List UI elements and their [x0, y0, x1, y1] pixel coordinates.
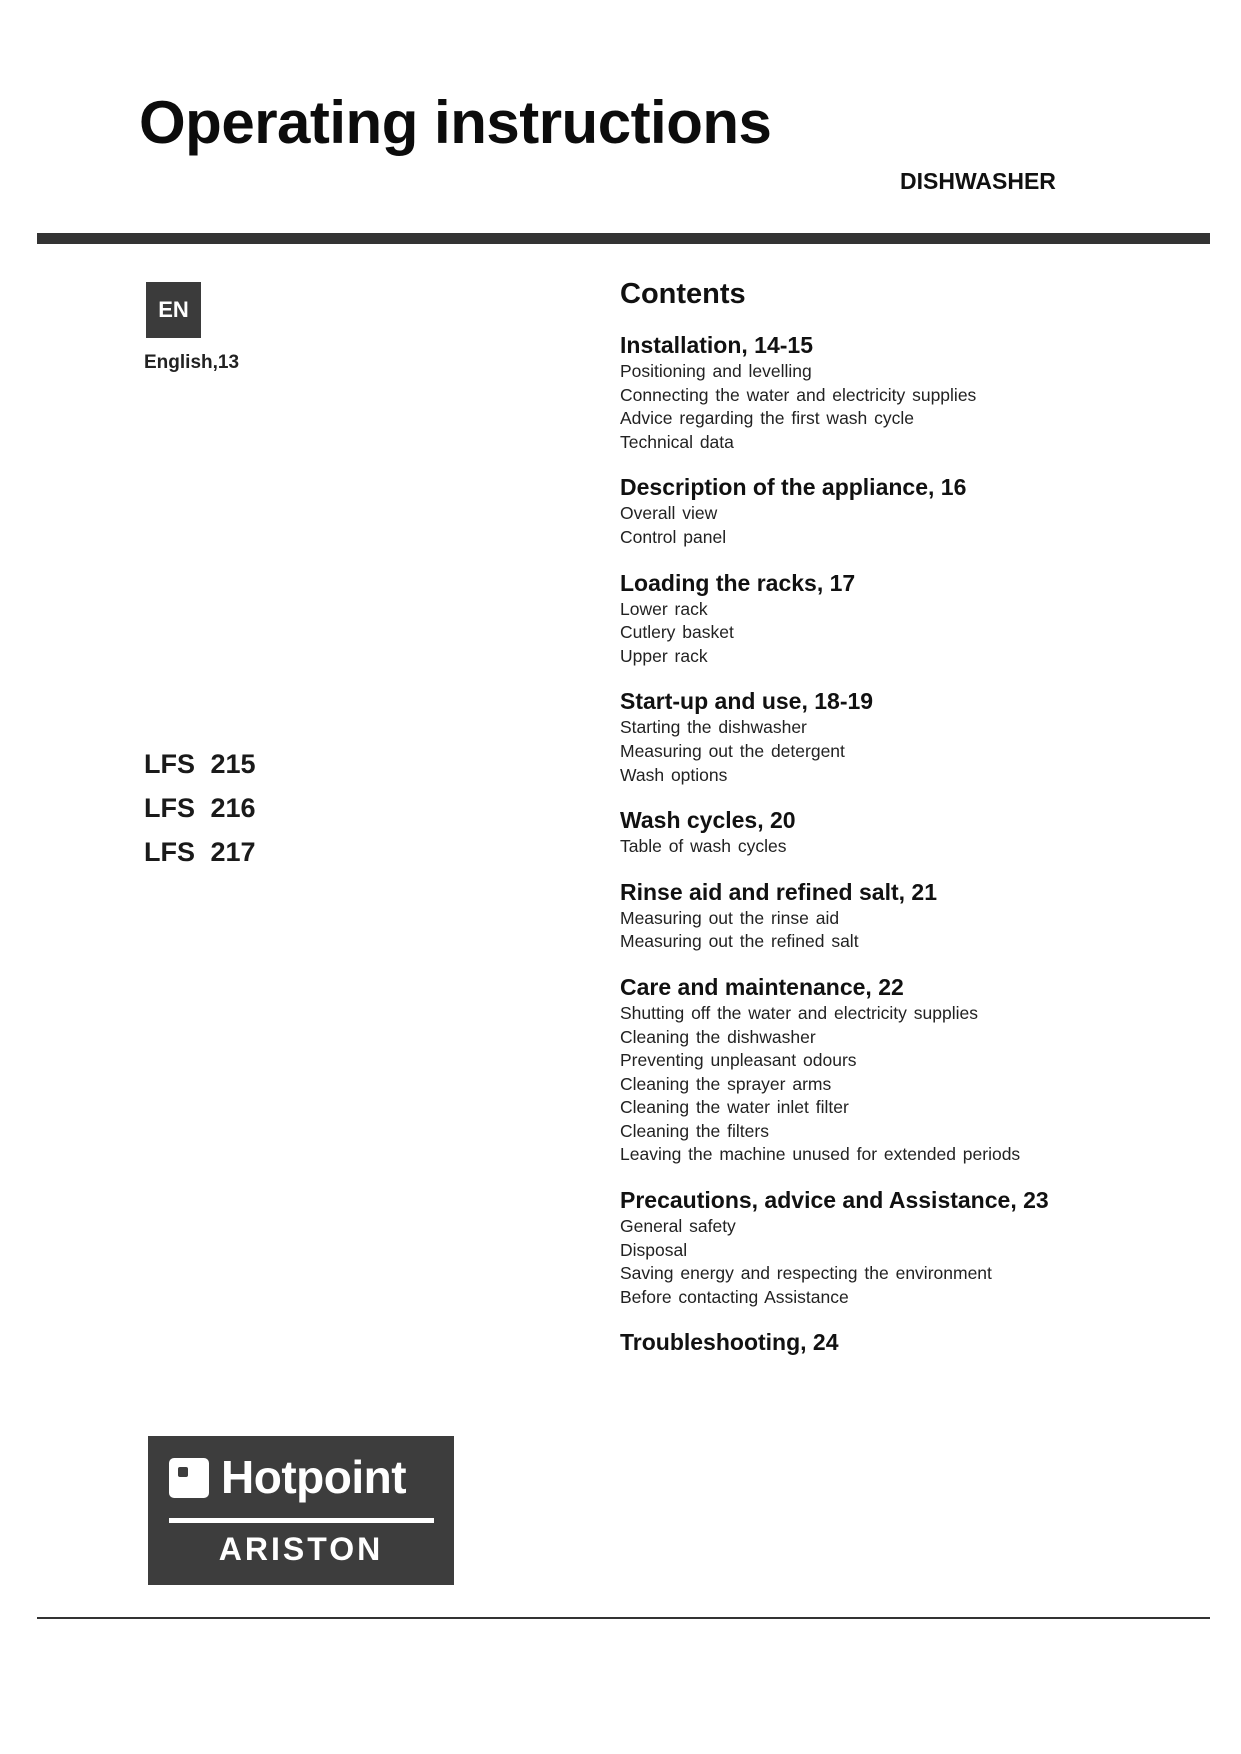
logo-subname: ARISTON — [218, 1531, 384, 1567]
section-item: Wash options — [620, 764, 728, 785]
section-heading: Rinse aid and refined salt, 21 — [620, 878, 937, 905]
section-item: Leaving the machine unused for extended periods — [620, 1144, 1021, 1165]
section-item: Measuring out the detergent — [620, 740, 845, 761]
section-item-list — [620, 835, 1210, 859]
model-name: LFS 216 — [144, 793, 256, 823]
section-item: Technical data — [620, 431, 734, 452]
section-item: Table of wash cycles — [620, 836, 787, 857]
logo-divider — [169, 1518, 434, 1523]
bottom-divider — [37, 1617, 1210, 1619]
contents-section — [620, 1327, 1210, 1357]
section-item: Before contacting Assistance — [620, 1286, 849, 1307]
section-item: Shutting off the water and electricity supplies — [620, 1002, 978, 1023]
section-item: Measuring out the refined salt — [620, 931, 859, 952]
section-item: Control panel — [620, 526, 727, 547]
section-item: General safety — [620, 1216, 736, 1237]
section-item-list — [620, 598, 1210, 669]
section-item: Connecting the water and electricity supplies — [620, 384, 977, 405]
section-heading: Wash cycles, 20 — [620, 807, 796, 834]
section-item: Saving energy and respecting the environment — [620, 1263, 992, 1284]
section-item-list — [620, 502, 1210, 549]
section-heading: Troubleshooting, 24 — [620, 1329, 839, 1356]
section-item-list — [620, 907, 1210, 954]
contents-section — [620, 805, 1210, 859]
section-heading: Description of the appliance, 16 — [620, 474, 967, 501]
contents-section — [620, 1185, 1210, 1309]
contents-section — [620, 568, 1210, 669]
document-subtitle: DISHWASHER — [900, 168, 1056, 194]
section-heading: Precautions, advice and Assistance, 23 — [620, 1187, 1049, 1214]
section-item: Starting the dishwasher — [620, 717, 807, 738]
section-heading: Care and maintenance, 22 — [620, 973, 904, 1000]
section-item: Cleaning the water inlet filter — [620, 1097, 849, 1118]
section-item: Measuring out the rinse aid — [620, 907, 840, 928]
contents-section — [620, 472, 1210, 549]
section-heading: Installation, 14-15 — [620, 332, 814, 358]
section-item: Upper rack — [620, 645, 708, 666]
table-of-contents — [620, 274, 1210, 1375]
page-title: Operating instructions — [139, 89, 772, 156]
section-item: Cutlery basket — [620, 622, 734, 643]
contents-section — [620, 686, 1210, 787]
contents-section — [620, 330, 1210, 454]
model-name: LFS 217 — [144, 837, 256, 867]
section-item-list — [620, 360, 1210, 454]
section-item: Positioning and levelling — [620, 361, 812, 381]
brand-logo — [148, 1436, 454, 1585]
contents-section — [620, 972, 1210, 1167]
logo-square-icon — [169, 1458, 209, 1498]
model-name: LFS 215 — [144, 749, 256, 779]
section-item-list — [620, 1002, 1210, 1167]
language-reference: English,13 — [144, 352, 240, 373]
section-item: Disposal — [620, 1239, 688, 1260]
language-badge: EN — [146, 282, 201, 338]
section-item: Lower rack — [620, 598, 708, 619]
section-item: Overall view — [620, 503, 718, 524]
contents-title: Contents — [620, 278, 746, 310]
top-divider — [37, 233, 1210, 244]
section-heading: Loading the racks, 17 — [620, 569, 856, 596]
section-item: Cleaning the dishwasher — [620, 1026, 816, 1047]
logo-wordmark: Hotpoint — [221, 1451, 407, 1503]
section-item-list — [620, 1215, 1210, 1309]
model-list — [144, 742, 256, 874]
section-item: Cleaning the sprayer arms — [620, 1073, 832, 1094]
section-item-list — [620, 716, 1210, 787]
contents-section — [620, 877, 1210, 954]
section-item: Cleaning the filters — [620, 1120, 769, 1141]
section-item: Advice regarding the first wash cycle — [620, 408, 915, 429]
section-item: Preventing unpleasant odours — [620, 1050, 857, 1071]
section-heading: Start-up and use, 18-19 — [620, 688, 874, 715]
